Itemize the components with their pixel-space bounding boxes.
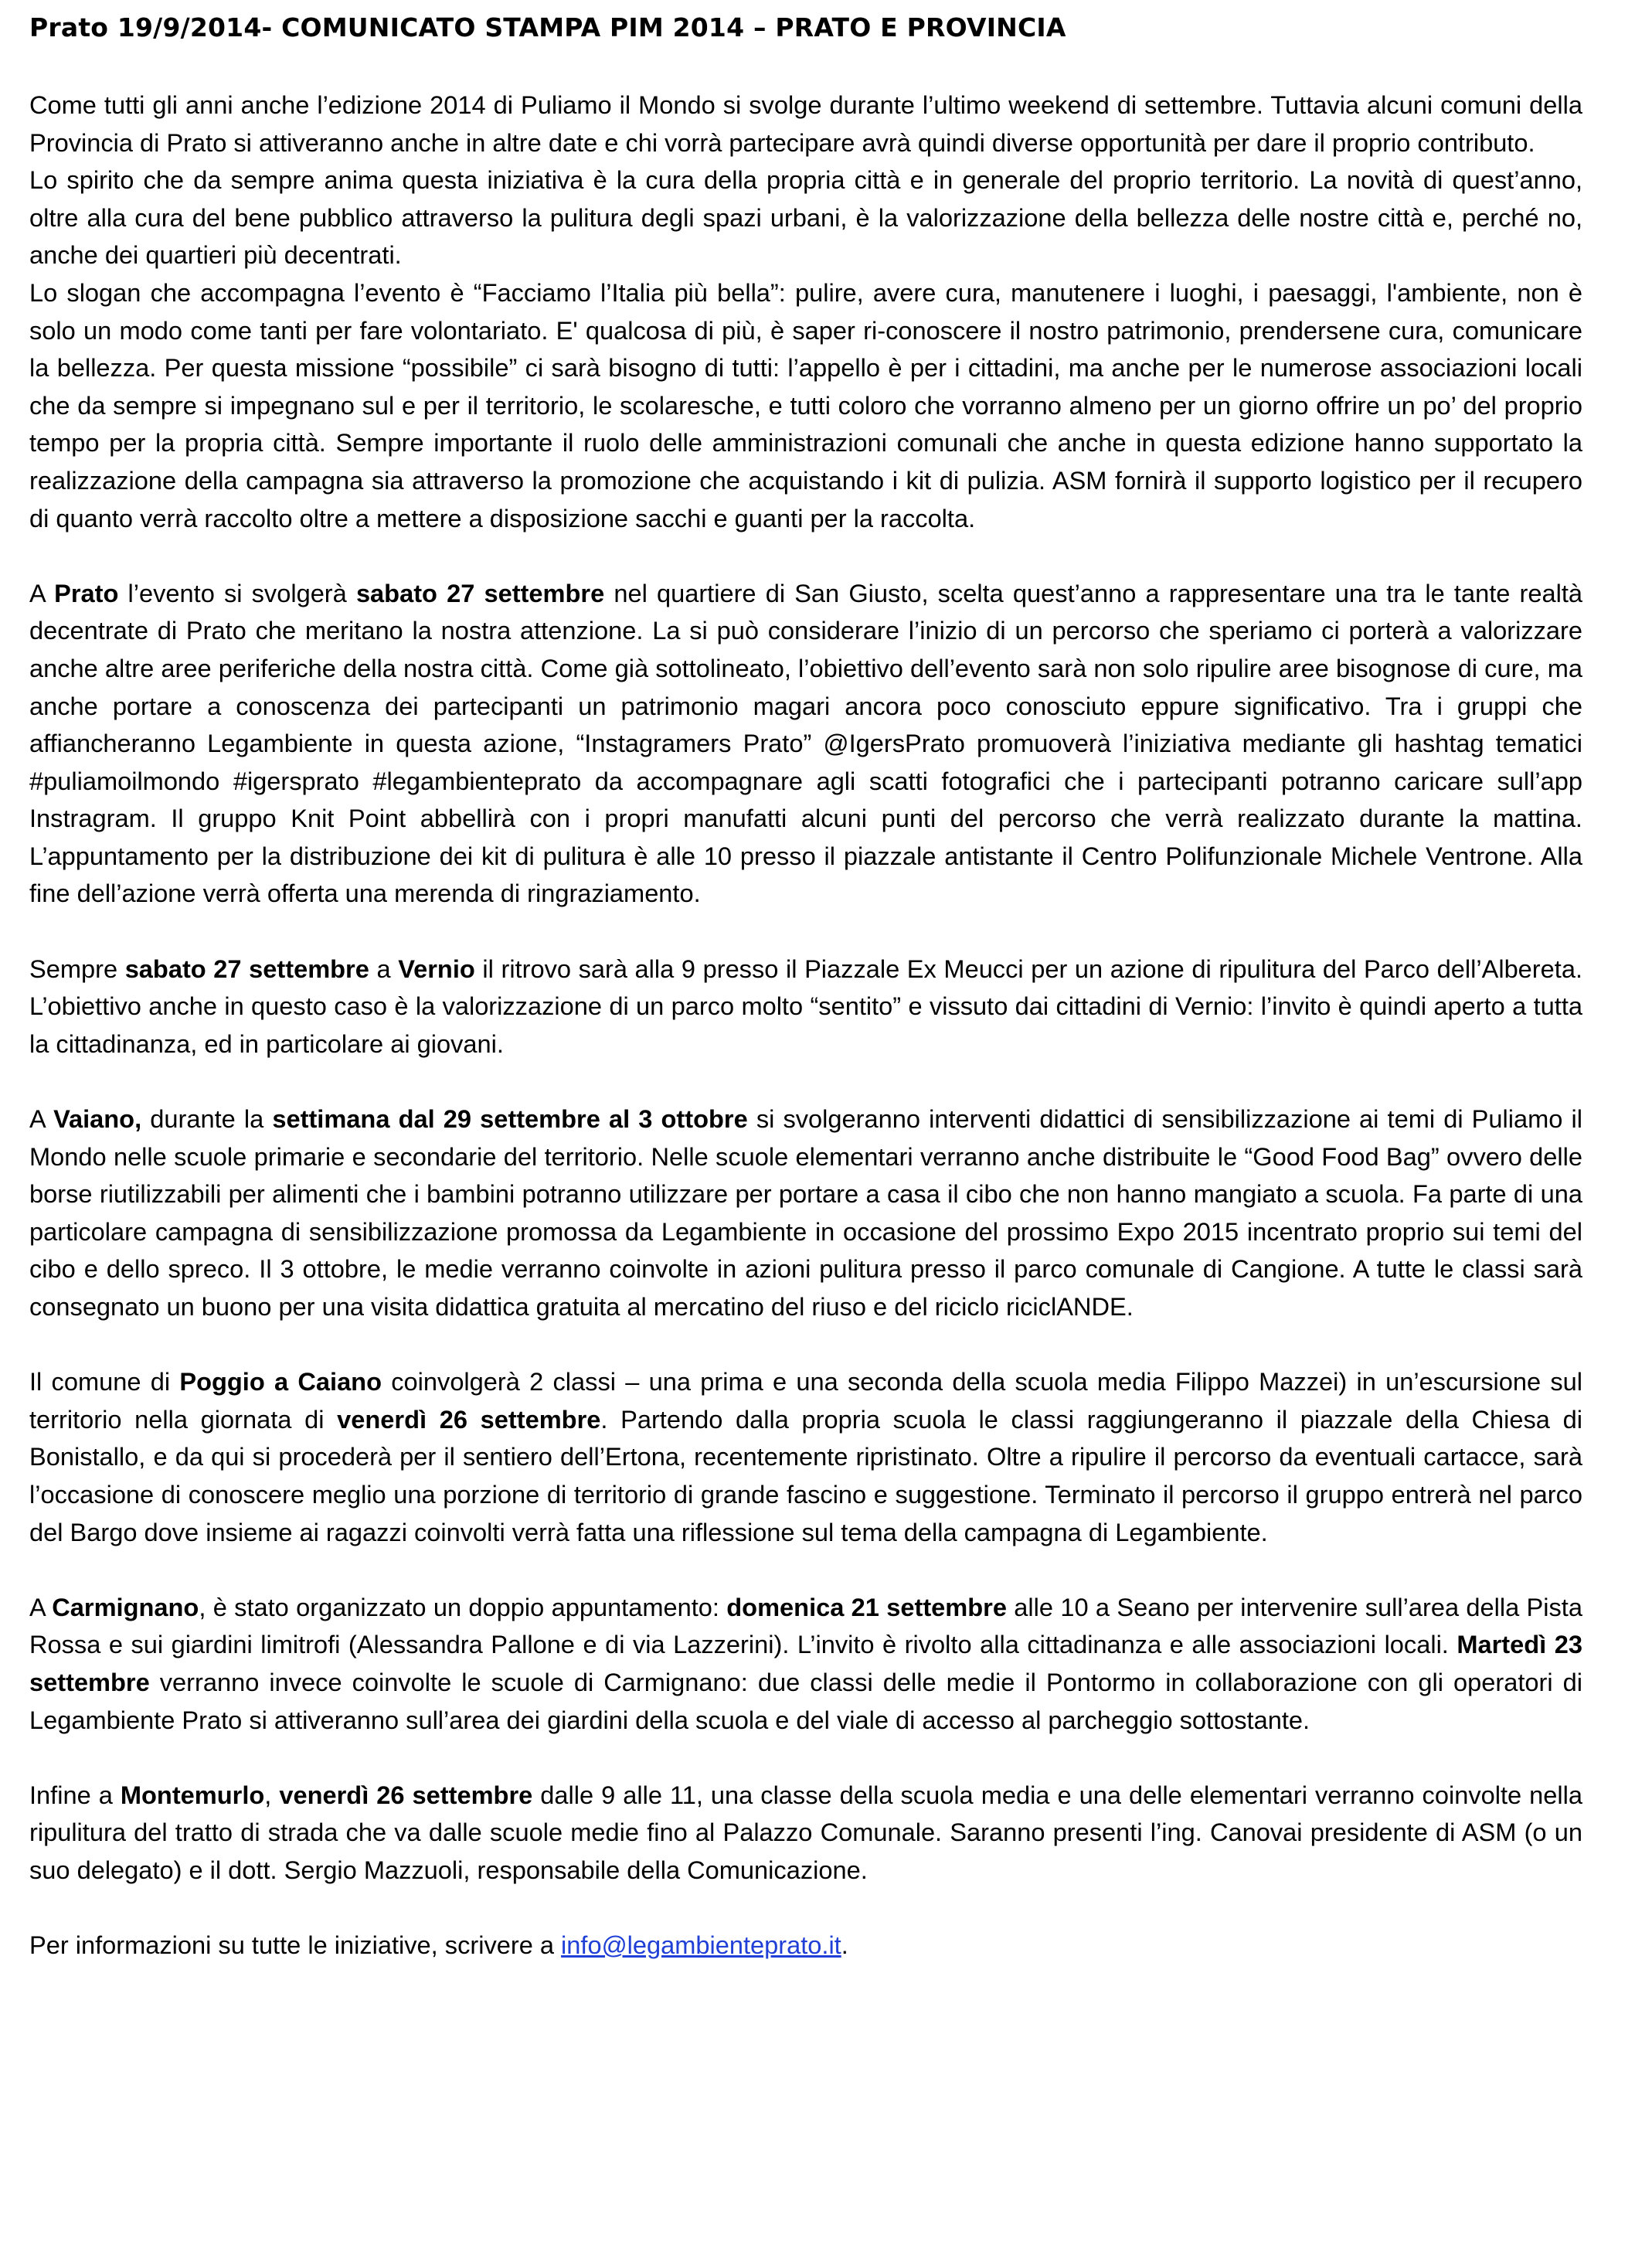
montemurlo-date: venerdì 26 settembre: [279, 1780, 533, 1809]
poggio-date: venerdì 26 settembre: [337, 1404, 601, 1434]
prato-text-3: nel quartiere di San Giusto, scelta quest’anno a rappresentare una tra le tante realtà decentrate di Prato che meritano la nostra attenzione. La si può considerare l’inizio di un percorso che speriamo ci porterà a valorizzare anche altre aree periferiche della nostra città. Come già sottolineato, l’obiettivo dell’evento sarà non solo ripulire aree bisognose di cure, ma anche portare a conoscenza dei partecipanti un patrimonio magari ancora poco conosciuto eppure significativo. Tra i gruppi che affiancheranno Legambiente in questa azione, “Instagramers Prato” @IgersPrato promuoverà l’iniziativa mediante gli hashtag tematici #puliamoilmondo #igersprato #legambienteprato da accompagnare agli scatti fotografici che i partecipanti potranno caricare sull’app Instragram. Il gruppo Knit Point abbellirà con i propri manufatti alcuni punti del percorso che verrà realizzato durante la mattina. L’appuntamento per la distribuzione dei kit di pulitura è alle 10 presso il piazzale antistante il Centro Polifunzionale Michele Ventrone. Alla fine dell’azione verrà offerta una merenda di ringraziamento.: [29, 578, 1583, 908]
intro-section: [29, 87, 1582, 537]
prato-text-1: A: [29, 578, 55, 607]
prato-paragraph: [29, 575, 1582, 913]
vernio-text-3: il ritrovo sarà alla 9 presso il Piazzale Ex Meucci per un azione di ripulitura del Parco dell’Albereta. L’obiettivo anche in questo caso è la valorizzazione di un parco molto “sentito” e vissuto dai cittadini di Vernio: l’invito è quindi aperto a tutta la cittadinanza, ed in particolare ai giovani.: [29, 954, 1582, 1058]
poggio-paragraph: [29, 1363, 1582, 1551]
carmignano-text-4: verranno invece coinvolte le scuole di Carmignano: due classi delle medie il Pontormo in collaborazione con gli operatori di Legambiente Prato si attiveranno sull’area dei giardini della scuola e del viale di accesso al parcheggio sottostante.: [29, 1667, 1582, 1734]
vaiano-text-2: durante la: [141, 1104, 273, 1134]
poggio-city: Poggio a Caiano: [179, 1367, 382, 1396]
poggio-text-1: Il comune di: [29, 1367, 180, 1396]
vernio-paragraph: [29, 951, 1582, 1063]
contact-text: Per informazioni su tutte le iniziative, scrivere a: [29, 1931, 562, 1960]
carmignano-date-2: Martedì 23 settembre: [29, 1630, 1582, 1696]
vaiano-city: Vaiano,: [53, 1104, 142, 1134]
vernio-date: sabato 27 settembre: [124, 954, 369, 983]
prato-date: sabato 27 settembre: [355, 578, 605, 607]
montemurlo-text-3: dalle 9 alle 11, una classe della scuola media e una delle elementari verranno coinvolte nella ripulitura del tratto di strada che va dalle scuole medie fino al Palazzo Comunale. Saranno presenti l’ing. Canovai presidente di ASM (o un suo delegato) e il dott. Sergio Mazzuoli, responsabile della Comunicazione.: [29, 1780, 1582, 1884]
contact-paragraph: [29, 1927, 1582, 1965]
vaiano-text-3: si svolgeranno interventi didattici di sensibilizzazione ai temi di Puliamo il Mondo nelle scuole primarie e secondarie del territorio. Nelle scuole elementari verranno anche distribuite le “Good Food Bag” ovvero delle borse riutilizzabili per alimenti che i bambini potranno utilizzare per portare a casa il cibo che non hanno mangiato a scuola. Fa parte di una particolare campagna di sensibilizzazione promossa da Legambiente in occasione del prossimo Expo 2015 incentrato proprio sui temi del cibo e dello spreco. Il 3 ottobre, le medie verranno coinvolte in azioni pulitura presso il parco comunale di Cangione. A tutte le classi sarà consegnato un buono per una visita didattica gratuita al mercatino del riuso e del riciclo riciclANDE.: [29, 1104, 1582, 1321]
vernio-text-2: a: [369, 954, 399, 983]
prato-text-2: l’evento si svolgerà: [118, 578, 356, 607]
vaiano-date: settimana dal 29 settembre al 3 ottobre: [272, 1104, 748, 1134]
carmignano-paragraph: [29, 1589, 1582, 1739]
document-page: [29, 0, 1582, 1965]
montemurlo-city: Montemurlo: [120, 1780, 265, 1809]
intro-paragraph-2: Lo spirito che da sempre anima questa iniziativa è la cura della propria città e in generale del proprio territorio. La novità di quest’anno, oltre alla cura del bene pubblico attraverso la pulitura degli spazi urbani, è la valorizzazione della bellezza delle nostre città e, perché no, anche dei quartieri più decentrati.: [29, 165, 1582, 270]
poggio-text-3: . Partendo dalla propria scuola le classi raggiungeranno il piazzale della Chiesa di Bonistallo, e da qui si procederà per il sentiero dell’Ertona, recentemente ripristinato. Oltre a ripulire il percorso da eventuali cartacce, sarà l’occasione di conoscere meglio una porzione di territorio di grande fascino e suggestione. Terminato il percorso il gruppo entrerà nel parco del Bargo dove insieme ai ragazzi coinvolti verrà fatta una riflessione sul tema della campagna di Legambiente.: [29, 1404, 1582, 1546]
montemurlo-text-2: ,: [264, 1780, 280, 1809]
vaiano-text-1: A: [29, 1104, 54, 1134]
vernio-city: Vernio: [398, 954, 475, 983]
document-title: Prato 19/9/2014- COMUNICATO STAMPA PIM 2014 – PRATO E PROVINCIA: [29, 12, 1066, 43]
prato-city: Prato: [54, 578, 119, 607]
carmignano-date-1: domenica 21 settembre: [726, 1592, 1007, 1621]
intro-paragraph-3: Lo slogan che accompagna l’evento è “Facciamo l’Italia più bella”: pulire, avere cura, manutenere i luoghi, i paesaggi, l'ambiente, non è solo un modo come tanti per fare volontariato. E' qualcosa di più, è saper ri-conoscere il nostro patrimonio, prendersene cura, comunicare la bellezza. Per questa missione “possibile” ci sarà bisogno di tutti: l’appello è per i cittadini, ma anche per le numerose associazioni locali che da sempre si impegnano sul e per il territorio, le scolaresche, e tutti coloro che vorranno almeno per un giorno offrire un po’ del proprio tempo per la propria città. Sempre importante il ruolo delle amministrazioni comunali che anche in questa edizione hanno supportato la realizzazione della campagna sia attraverso la promozione che acquistando i kit di pulizia. ASM fornirà il supporto logistico per il recupero di quanto verrà raccolto oltre a mettere a disposizione sacchi e guanti per la raccolta.: [29, 277, 1582, 532]
intro-paragraph-1: Come tutti gli anni anche l’edizione 2014 di Puliamo il Mondo si svolge durante l’ultimo weekend di settembre. Tuttavia alcuni comuni della Provincia di Prato si attiveranno anche in altre date e chi vorrà partecipare avrà quindi diverse opportunità per dare il proprio contributo.: [29, 90, 1582, 157]
contact-end: .: [841, 1931, 848, 1960]
poggio-text-2: coinvolgerà 2 classi – una prima e una seconda della scuola media Filippo Mazzei) in un’escursione sul territorio nella giornata di: [29, 1367, 1583, 1434]
montemurlo-paragraph: [29, 1777, 1582, 1890]
montemurlo-text-1: Infine a: [29, 1780, 121, 1809]
carmignano-text-2: , è stato organizzato un doppio appuntamento:: [199, 1592, 727, 1621]
carmignano-text-3: alle 10 a Seano per intervenire sull’area della Pista Rossa e sui giardini limitrofi (Alessandra Pallone e di via Lazzerini). L’invito è rivolto alla cittadinanza e alle associazioni locali.: [29, 1592, 1582, 1659]
contact-email-link[interactable]: info@legambienteprato.it: [561, 1931, 841, 1960]
vaiano-paragraph: [29, 1100, 1582, 1326]
carmignano-text-1: A: [29, 1592, 53, 1621]
carmignano-city: Carmignano: [52, 1592, 199, 1621]
vernio-text-1: Sempre: [29, 954, 125, 983]
